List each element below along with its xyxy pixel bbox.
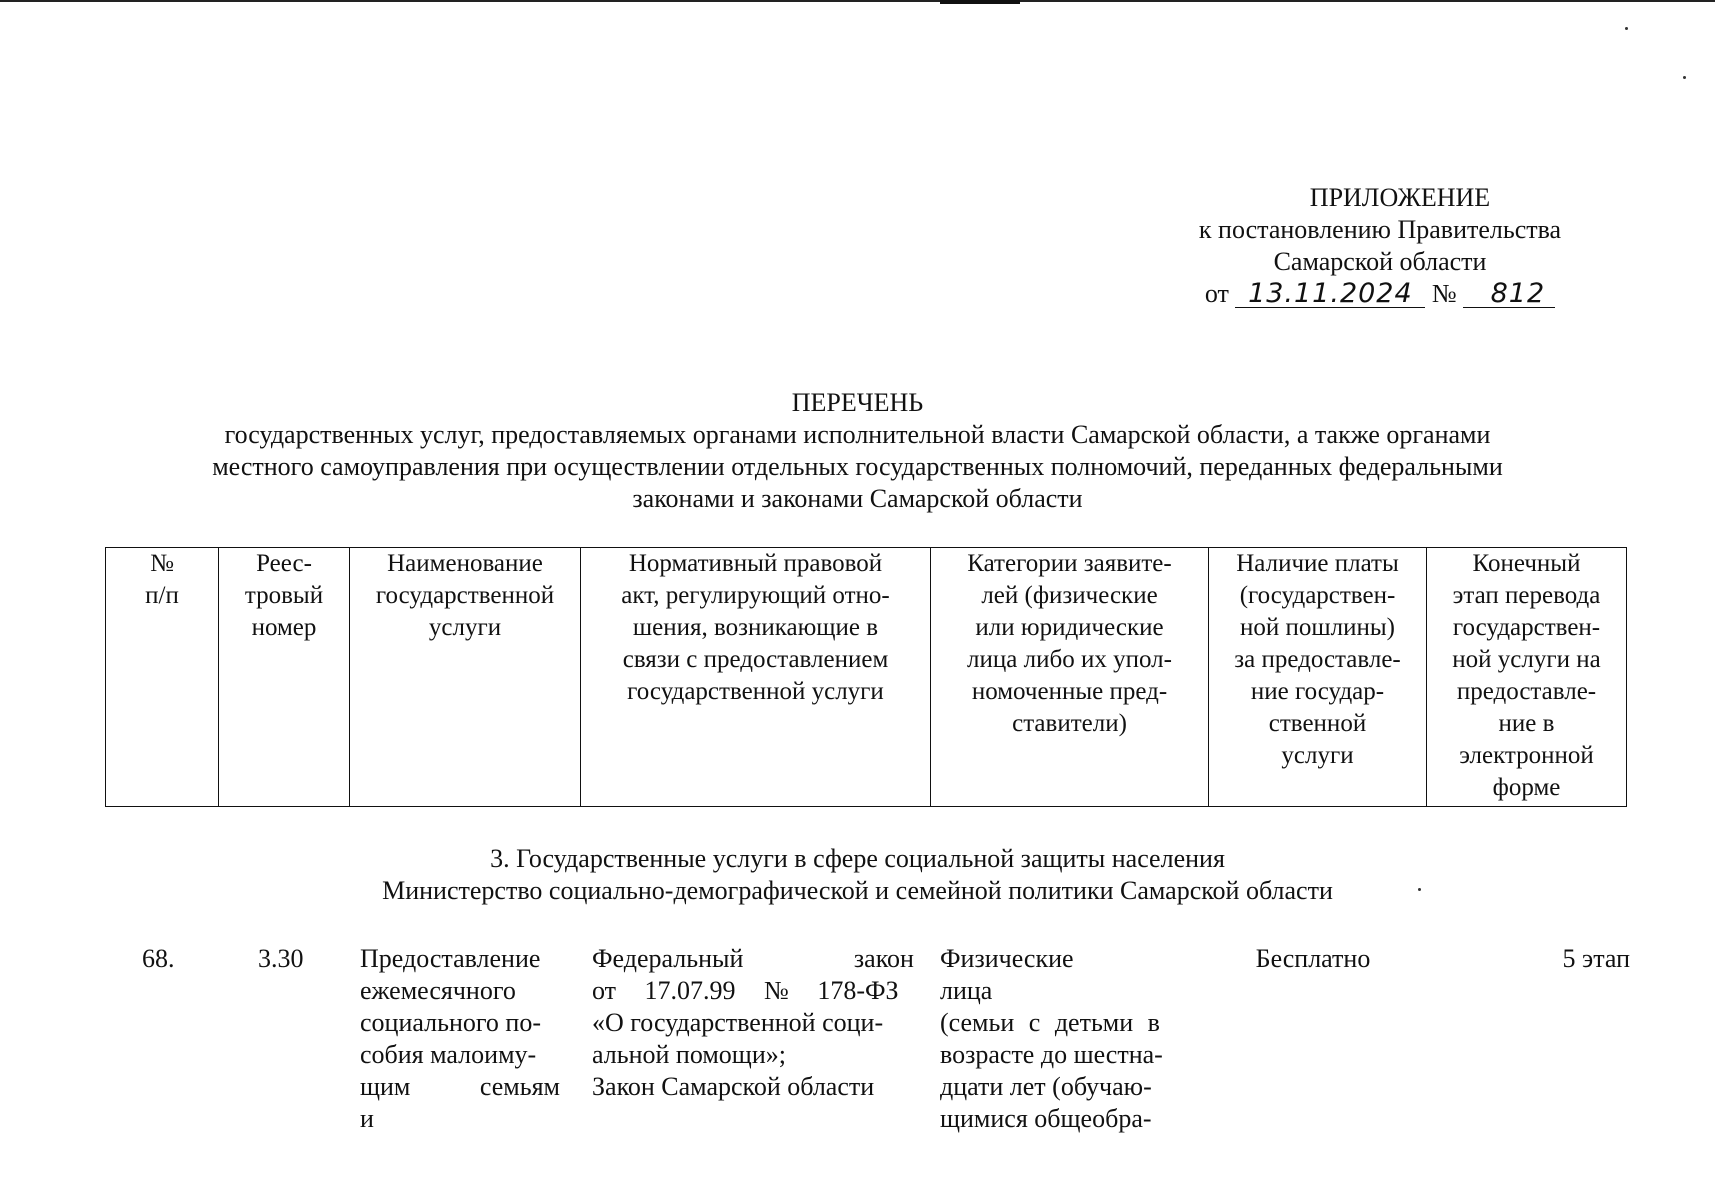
- header-applicant-categories: [931, 548, 1209, 807]
- header-legal-act: [581, 548, 931, 807]
- name-line: социального по-: [360, 1008, 541, 1037]
- header-line: этап перевода: [1452, 582, 1601, 609]
- header-line: за предоставле-: [1234, 646, 1401, 673]
- act-line: альной помощи»;: [592, 1040, 786, 1069]
- scan-speck: [1625, 27, 1628, 30]
- section-ministry: Министерство социально-демографической и семейной политики Самарской области: [382, 876, 1333, 905]
- annex-line-1: к постановлению Правительства: [1198, 215, 1562, 244]
- row-legal-act: [592, 943, 918, 1103]
- row-fee: Бесплатно: [1255, 944, 1371, 973]
- header-fee: [1209, 548, 1427, 807]
- scan-speck: [1683, 76, 1686, 79]
- scan-speck: [1418, 888, 1421, 891]
- header-line: ние государ-: [1250, 678, 1385, 705]
- list-title-line-3: законами и законами Самарской области: [632, 484, 1083, 513]
- header-line: форме: [1492, 774, 1561, 801]
- header-line: ственной: [1268, 710, 1367, 737]
- list-title-line-2: местного самоуправления при осуществлении отдельных государственных полномочий, переданных федеральными: [212, 452, 1503, 481]
- section-title: 3. Государственные услуги в сфере социальной защиты населения: [490, 844, 1225, 873]
- section-heading: [0, 843, 1715, 907]
- header-line: (государствен-: [1239, 582, 1396, 609]
- header-line: Реес-: [256, 550, 312, 577]
- scan-edge-mark: [940, 0, 1020, 4]
- name-line: ежемесячного: [360, 976, 516, 1005]
- act-line: от 17.07.99 № 178-ФЗ: [592, 976, 899, 1005]
- date-prefix: от: [1204, 279, 1229, 308]
- services-header-table: [105, 547, 1627, 807]
- header-line: номер: [251, 614, 317, 641]
- handwritten-date: 13.11.2024: [1235, 281, 1425, 308]
- header-number: [106, 548, 219, 807]
- act-line: Федеральный закон: [592, 944, 914, 973]
- header-line: связи с предоставлением: [622, 646, 889, 673]
- list-heading: ПЕРЕЧЕНЬ: [791, 388, 924, 417]
- act-line: Закон Самарской области: [592, 1072, 875, 1101]
- header-line: ставители): [1012, 710, 1127, 737]
- header-line: государствен-: [1452, 614, 1601, 641]
- annex-date-line: [1170, 278, 1590, 310]
- category-line: щимися общеобра-: [940, 1104, 1152, 1133]
- row-number: 68.: [142, 944, 175, 973]
- list-title-line-1: государственных услуг, предоставляемых органами исполнительной власти Самарской области, а также органами: [224, 420, 1491, 449]
- header-line: предоставле-: [1456, 678, 1597, 705]
- annex-title: ПРИЛОЖЕНИЕ: [1309, 183, 1491, 212]
- header-line: ной пошлины): [1240, 614, 1395, 641]
- header-line: услуги: [1281, 742, 1354, 769]
- header-line: п/п: [145, 582, 179, 609]
- header-line: тровый: [244, 582, 324, 609]
- header-line: электронной: [1459, 742, 1594, 769]
- header-line: ние в: [1498, 710, 1555, 737]
- row-stage: 5 этап: [1562, 944, 1630, 973]
- header-line: Наличие платы: [1236, 550, 1399, 577]
- header-line: государственной: [375, 582, 555, 609]
- name-line: Предоставление: [360, 944, 541, 973]
- name-line: щим семьям и: [360, 1072, 560, 1133]
- header-line: Нормативный правовой: [628, 550, 883, 577]
- header-line: лей (физические: [981, 582, 1158, 609]
- header-line: №: [150, 550, 174, 577]
- annex-block: [1170, 182, 1590, 310]
- category-line: (семьи с детьми в: [940, 1008, 1160, 1037]
- number-sign: №: [1431, 279, 1457, 308]
- header-line: Конечный: [1472, 550, 1581, 577]
- scan-top-edge: [0, 0, 1715, 2]
- header-row: [106, 548, 1627, 807]
- handwritten-number: 812: [1463, 281, 1555, 308]
- header-line: шения, возникающие в: [632, 614, 879, 641]
- header-line: ной услуги на: [1452, 646, 1601, 673]
- act-line: «О государственной соци-: [592, 1008, 884, 1037]
- header-electronic-stage: [1427, 548, 1627, 807]
- header-line: государственной услуги: [627, 678, 884, 705]
- row-applicant-categories: [940, 943, 1198, 1135]
- list-title: [0, 387, 1715, 515]
- row-registry: 3.30: [258, 944, 304, 973]
- header-line: Наименование: [387, 550, 543, 577]
- header-line: услуги: [428, 614, 502, 641]
- header-line: номоченные пред-: [971, 678, 1168, 705]
- header-line: или юридические: [975, 614, 1164, 641]
- header-service-name: [350, 548, 581, 807]
- annex-line-2: Самарской области: [1273, 247, 1487, 276]
- header-line: акт, регулирующий отно-: [621, 582, 890, 609]
- category-line: дцати лет (обучаю-: [940, 1072, 1152, 1101]
- header-registry-number: [219, 548, 350, 807]
- name-line: собия малоиму-: [360, 1040, 537, 1069]
- header-line: лица либо их упол-: [967, 646, 1172, 673]
- category-line: Физические лица: [940, 944, 1074, 1005]
- header-line: Категории заявите-: [967, 550, 1172, 577]
- row-service-name: [360, 943, 560, 1135]
- category-line: возрасте до шестна-: [940, 1040, 1163, 1069]
